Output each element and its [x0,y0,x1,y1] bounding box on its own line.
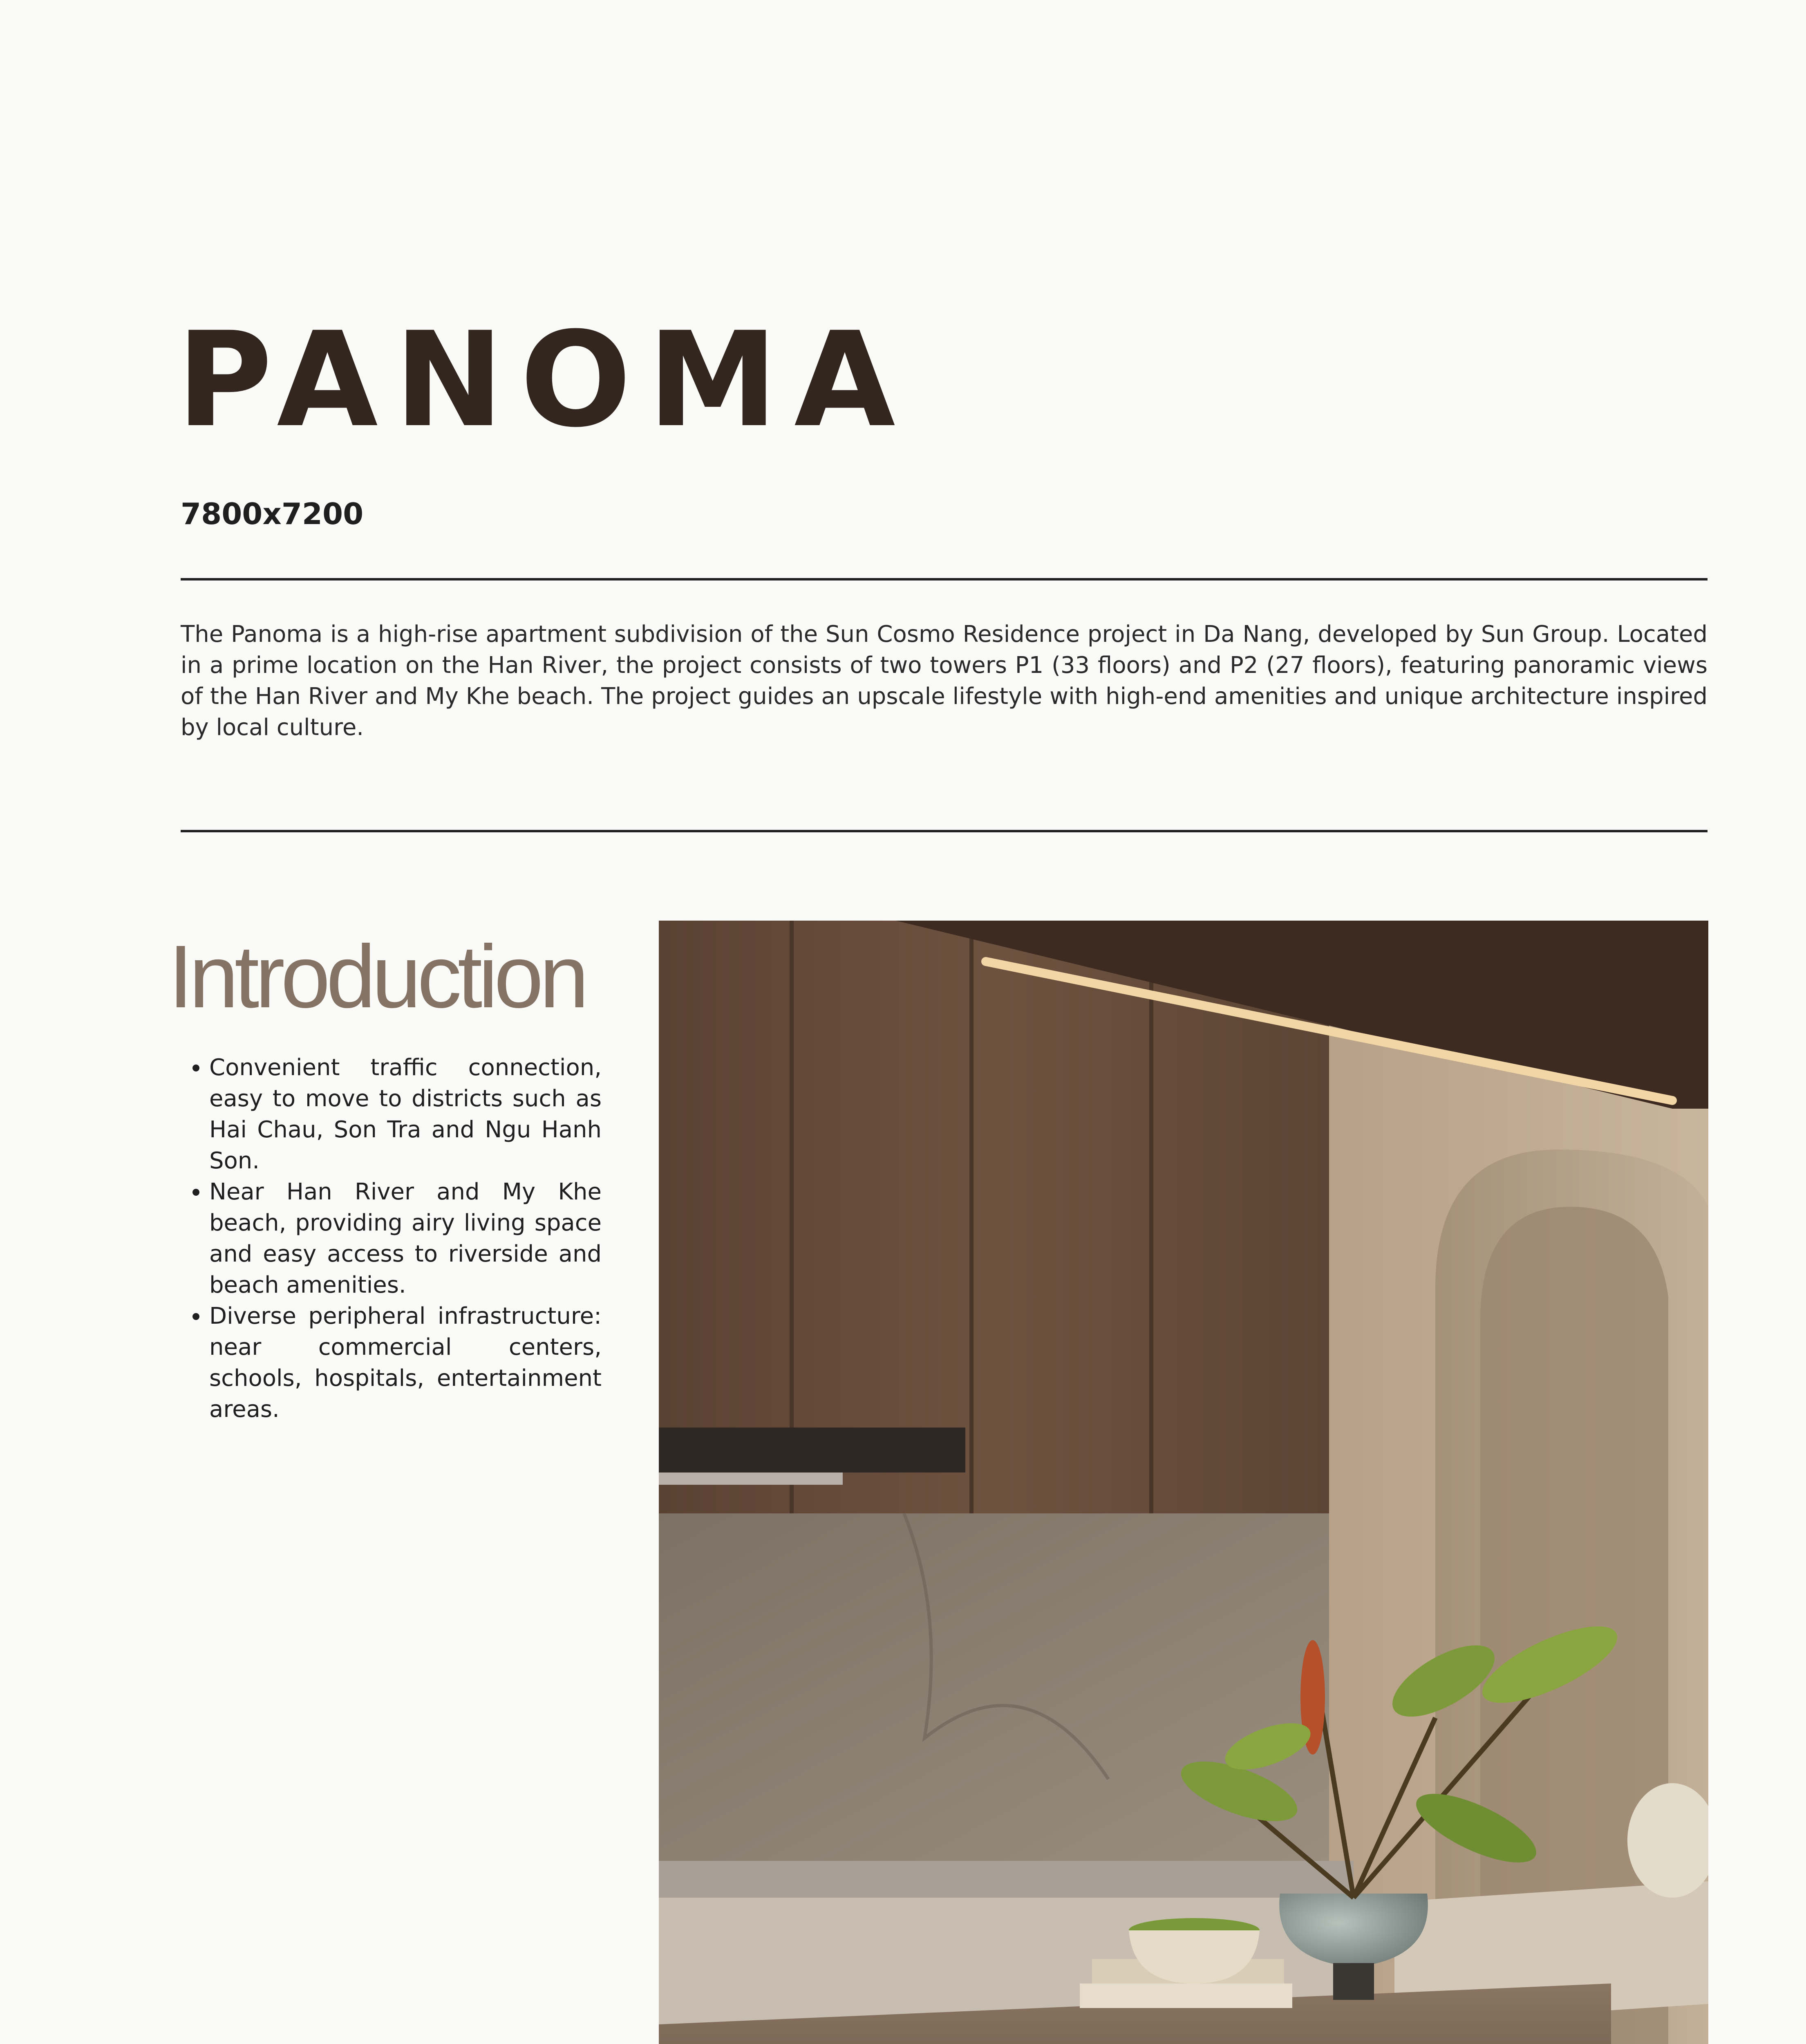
stone-backsplash [659,1513,1329,1869]
list-item: • Convenient traffic connection, easy to move to districts such as Hai Chau, Son Tra and Ngu Hanh Son. [209,1052,602,1177]
kitchen-interior-photo [659,921,1708,2044]
cabinet-seam [790,921,794,1513]
list-item: • Diverse peripheral infrastructure: near commercial centers, schools, hospitals, entertainment areas. [209,1301,602,1425]
divider-top [181,578,1708,580]
introduction-heading: Introduction [168,927,585,1026]
introduction-list [181,1052,602,1425]
dimensions-label: 7800x7200 [181,497,364,531]
project-description: The Panoma is a high-rise apartment subdivision of the Sun Cosmo Residence project in Da Nang, developed by Sun Group. Located in a prime location on the Han River, the project consists of two towers P1 (33 floors) and P2 (27 floors), featuring panoramic views of the Han River and My Khe beach. The project guides an upscale lifestyle with high-end amenities and unique architecture inspired by local culture. [181,621,1708,741]
hood-edge [659,1472,843,1485]
cabinet-seam [1149,921,1153,1513]
range-hood [659,1428,965,1472]
counter-top [659,1861,1354,1898]
cabinet-seam [969,921,973,1513]
book [1080,1983,1292,2008]
kitchen-illustration [659,921,1708,2044]
list-item: • Near Han River and My Khe beach, providing airy living space and easy access to riverside and beach amenities. [209,1177,602,1301]
brand-title: PANOMA [177,304,912,456]
pot-stand [1333,1963,1374,2000]
divider-bottom [181,830,1708,832]
